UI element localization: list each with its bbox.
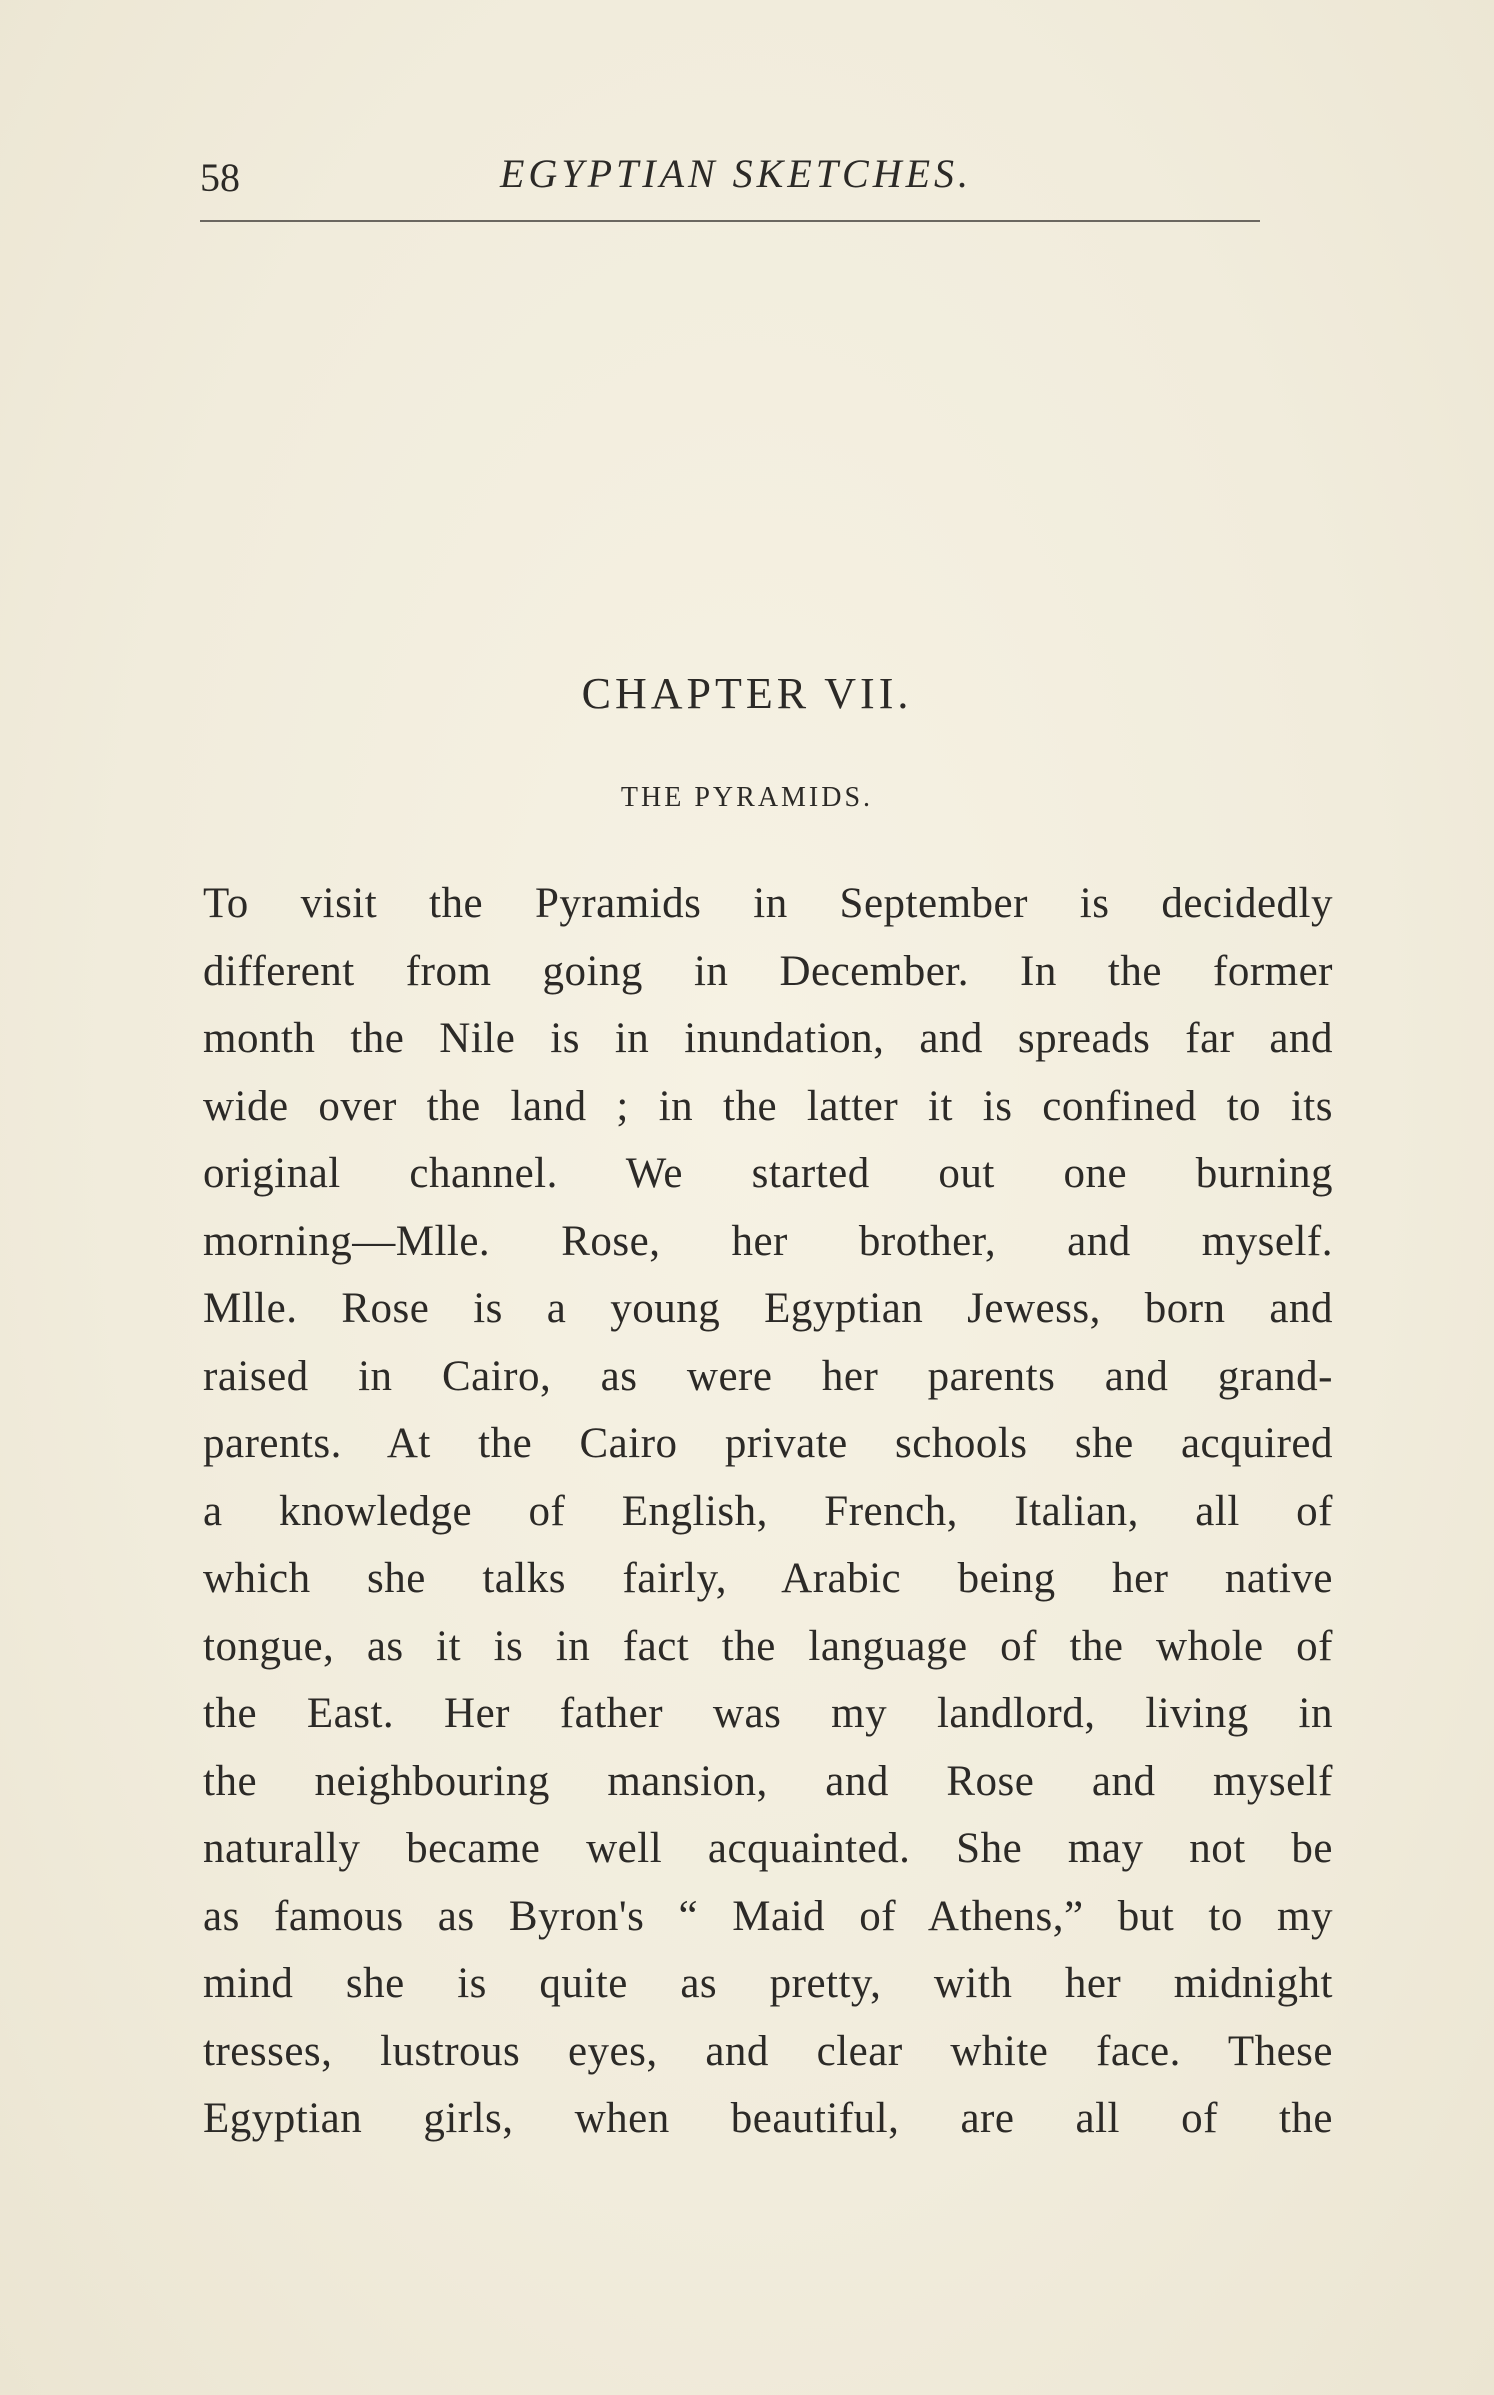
running-title: EGYPTIAN SKETCHES. [500, 151, 973, 196]
text-line: original channel. We started out one burning [203, 1150, 1333, 1197]
text-line: Mlle. Rose is a young Egyptian Jewess, born and [203, 1285, 1333, 1332]
text-line: To visit the Pyramids in September is decidedly [203, 880, 1333, 927]
chapter-title: THE PYRAMIDS. [620, 782, 874, 813]
running-head [200, 150, 1330, 210]
text-line: the East. Her father was my landlord, living in [203, 1690, 1333, 1737]
text-line: which she talks fairly, Arabic being her native [203, 1555, 1333, 1602]
text-line: the neighbouring mansion, and Rose and myself [203, 1757, 1333, 1805]
text-line: tongue, as it is in fact the language of the whole of [203, 1622, 1333, 1670]
text-line: as famous as Byron's “ Maid of Athens,” but to my [203, 1892, 1333, 1940]
text-line: parents. At the Cairo private schools she acquired [203, 1420, 1333, 1467]
text-line: wide over the land ; in the latter it is confined to its [203, 1082, 1333, 1130]
text-line: Egyptian girls, when beautiful, are all of the [203, 2095, 1333, 2142]
text-line: raised in Cairo, as were her parents and grand- [203, 1352, 1333, 1400]
text-line: a knowledge of English, French, Italian, all of [203, 1487, 1333, 1535]
text-line: naturally became well acquainted. She may not be [203, 1825, 1333, 1872]
text-line: mind she is quite as pretty, with her midnight [203, 1960, 1333, 2007]
chapter-number: CHAPTER VII. [581, 669, 913, 718]
text-line: different from going in December. In the former [203, 947, 1333, 995]
header-rule [200, 220, 1260, 222]
body-text [203, 870, 1333, 2153]
text-line: morning—Mlle. Rose, her brother, and myself. [203, 1217, 1333, 1265]
text-line: tresses, lustrous eyes, and clear white face. These [203, 2027, 1333, 2075]
text-line: month the Nile is in inundation, and spreads far and [203, 1015, 1333, 1062]
page-number: 58 [200, 155, 240, 200]
